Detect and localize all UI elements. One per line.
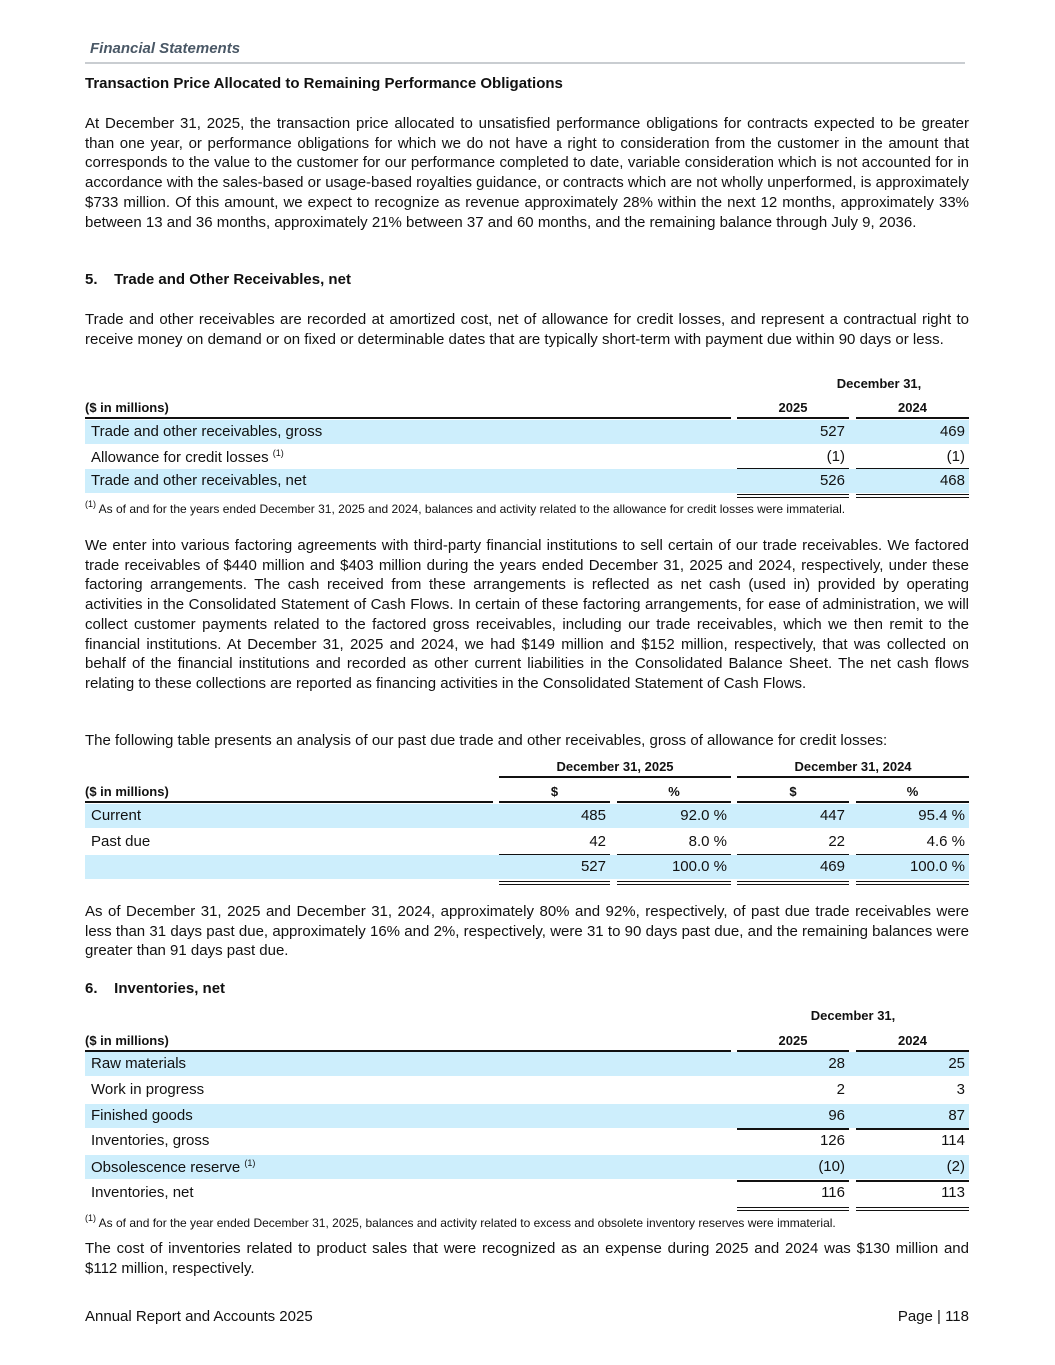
- row-value: (1): [826, 447, 845, 465]
- running-header: Financial Statements: [90, 40, 241, 57]
- row-label: Trade and other receivables, gross: [91, 423, 323, 440]
- rule: [85, 801, 493, 803]
- col-header-2025: 2025: [778, 1033, 808, 1048]
- rule: [617, 801, 731, 803]
- total-double-rule: [499, 881, 610, 885]
- aging-intro: The following table presents an analysis of our past due trade and other receivables, gross of allowance for credit losses:: [85, 732, 888, 749]
- table-row: [85, 855, 969, 879]
- receivables-table: [85, 374, 969, 514]
- footnote-mark: (1): [272, 447, 284, 458]
- rule: [737, 417, 849, 419]
- row-value: 42: [589, 832, 606, 850]
- table-row: [85, 1155, 969, 1179]
- footnote: [85, 1213, 836, 1230]
- row-value: 469: [819, 858, 845, 875]
- row-label: Inventories, gross: [91, 1132, 210, 1150]
- footnote: [85, 499, 845, 516]
- col-header-2024: 2024: [898, 1033, 927, 1048]
- rule: [737, 776, 969, 778]
- rpo-heading: Transaction Price Allocated to Remaining Performance Obligations: [85, 75, 563, 92]
- table-row: [85, 830, 969, 854]
- unit-header: ($ in millions): [85, 1033, 169, 1048]
- row-label: Allowance for credit losses $^{(1)}$: [91, 447, 284, 466]
- page-footer: [85, 1308, 969, 1325]
- row-value: 2: [836, 1080, 845, 1098]
- col-header: $: [550, 784, 559, 799]
- row-value: 92.0 %: [680, 807, 727, 824]
- row-value: 468: [939, 472, 965, 489]
- cost-paragraph: The cost of inventories related to product sales that were recognized as an expense during 2025 and 2024 was $130 million and $112 million, respectively.: [85, 1240, 969, 1277]
- row-value: 527: [580, 858, 606, 875]
- col-header-2024: 2024: [898, 400, 927, 415]
- rule: [856, 417, 969, 419]
- rule: [737, 801, 849, 803]
- total-double-rule: [737, 881, 849, 885]
- rpo-section: [85, 75, 969, 92]
- table-row: [85, 1052, 969, 1076]
- row-value: 526: [819, 472, 845, 489]
- rule: [499, 776, 731, 778]
- row-label: Trade and other receivables, net: [91, 472, 307, 489]
- col-header: %: [668, 784, 680, 799]
- footnote-text: As of and for the years ended December 31, 2025 and 2024, balances and activity related to the allowance for credit losses were immaterial.: [98, 502, 846, 516]
- unit-header: ($ in millions): [85, 784, 169, 799]
- page-number: Page | 118: [897, 1308, 969, 1325]
- row-value: 527: [819, 423, 845, 440]
- footnote-mark: (1): [244, 1158, 256, 1169]
- row-value: 96: [828, 1106, 845, 1124]
- row-value: 3: [956, 1080, 965, 1098]
- total-double-rule: [737, 1207, 849, 1211]
- table-row: [85, 445, 969, 469]
- header-divider: [85, 62, 965, 64]
- rule: [85, 417, 731, 419]
- group-header: December 31, 2025: [556, 759, 674, 774]
- row-label: Obsolescence reserve $^{(1)}$: [91, 1158, 256, 1177]
- table-row: [85, 1078, 969, 1102]
- row-value: 126: [819, 1132, 845, 1150]
- group-header: December 31,: [810, 1008, 896, 1023]
- col-header: %: [906, 784, 919, 799]
- row-value: 100.0 %: [909, 858, 965, 875]
- row-value: (1): [946, 447, 965, 465]
- col-header-2025: 2025: [778, 400, 808, 415]
- row-value: 28: [828, 1055, 845, 1072]
- col-header: $: [789, 784, 797, 799]
- total-double-rule: [737, 494, 849, 498]
- row-value: (2): [946, 1158, 965, 1176]
- receivables-intro: Trade and other receivables are recorded at amortized cost, net of allowance for credit losses, and represent a contractual right to receive money on demand or on fixed or determinable dates that are typically short-term with payment due within 90 days or less.: [85, 311, 969, 348]
- total-double-rule: [856, 1207, 969, 1211]
- row-value: 8.0 %: [688, 832, 727, 850]
- total-double-rule: [617, 881, 731, 885]
- row-label: Finished goods: [91, 1106, 193, 1124]
- rule: [499, 801, 610, 803]
- row-value: 447: [819, 807, 845, 824]
- row-value: 4.6 %: [926, 832, 965, 850]
- row-value: 22: [828, 832, 845, 850]
- aging-table: [85, 757, 969, 882]
- table-row: [85, 804, 969, 828]
- rpo-paragraph: At December 31, 2025, the transaction price allocated to unsatisfied performance obligations for contracts expected to be greater than one year, or performance obligations for which we do not have a right to consideration from the customer in the amount that corresponds to the value to the customer for our performance completed to date, variable consideration which is not accounted for in accordance with the sales-based or usage-based royalties guidance, or contracts which are not wholly unperformed, is approximately $733 million. Of this amount, we expect to recognize as revenue approximately 28% within the next 12 months, approximately 33% between 13 and 36 months, approximately 21% between 37 and 60 months, and the remaining balance through July 9, 2036.: [85, 115, 969, 231]
- row-value: 114: [941, 1132, 965, 1150]
- table-row: [85, 1129, 969, 1153]
- total-double-rule: [856, 881, 969, 885]
- total-double-rule: [856, 494, 969, 498]
- table-row: [85, 469, 969, 493]
- row-value: (10): [818, 1158, 845, 1176]
- table-row: [85, 420, 969, 444]
- inventories-table: [85, 1006, 969, 1231]
- footnote-mark: (1): [85, 1213, 96, 1223]
- unit-header: ($ in millions): [85, 400, 169, 415]
- receivables-heading: 5. Trade and Other Receivables, net: [85, 271, 351, 288]
- table-row: [85, 1104, 969, 1128]
- row-value: 87: [948, 1106, 965, 1124]
- inventories-heading: 6. Inventories, net: [85, 980, 226, 997]
- row-value: 113: [941, 1184, 965, 1201]
- table-row: [85, 1181, 969, 1205]
- row-value: 25: [948, 1055, 965, 1072]
- footnote-text: As of and for the year ended December 31, 2025, balances and activity related to excess and obsolete inventory reserves were immaterial.: [98, 1216, 836, 1230]
- group-header: December 31,: [836, 376, 922, 391]
- row-label: Inventories, net: [91, 1184, 194, 1201]
- rule: [856, 801, 969, 803]
- row-value: 116: [821, 1184, 845, 1201]
- row-label: Current: [91, 807, 142, 824]
- aging-paragraph: As of December 31, 2025 and December 31, 2024, approximately 80% and 92%, respectively, of past due trade receivables were less than 31 days past due, approximately 16% and 2%, respectively, were 31 to 90 days past due, and the remaining balances were greater than 91 days past due.: [85, 903, 969, 960]
- row-label: Past due: [91, 832, 151, 850]
- row-value: 469: [939, 423, 965, 440]
- row-label: Raw materials: [91, 1055, 187, 1072]
- row-value: 485: [580, 807, 606, 824]
- row-value: 95.4 %: [918, 807, 965, 824]
- row-label: Work in progress: [91, 1080, 205, 1098]
- group-header: December 31, 2024: [794, 759, 912, 774]
- factoring-paragraph: We enter into various factoring agreements with third-party financial institutions to sell certain of our trade receivables. We factored trade receivables of $440 million and $403 million during the years ended December 31, 2025 and 2024, respectively, under these factoring arrangements. The cash received from these arrangements is reflected as net cash (used in) provided by operating activities in the Consolidated Statement of Cash Flows. In certain of these factoring arrangements, for ease of administration, we will collect customer payments related to the factored gross receivables, including our trade receivables, which we then remit to the financial institutions. At December 31, 2025 and 2024, we had $149 million and $152 million, respectively, that was collected on behalf of the financial institutions and recorded as other current liabilities in the Consolidated Balance Sheet. The net cash flows relating to these collections are reported as financing activities in the Consolidated Statement of Cash Flows.: [85, 537, 969, 692]
- row-value: 100.0 %: [671, 858, 727, 875]
- footer-title: Annual Report and Accounts 2025: [85, 1308, 313, 1325]
- footnote-mark: (1): [85, 499, 96, 509]
